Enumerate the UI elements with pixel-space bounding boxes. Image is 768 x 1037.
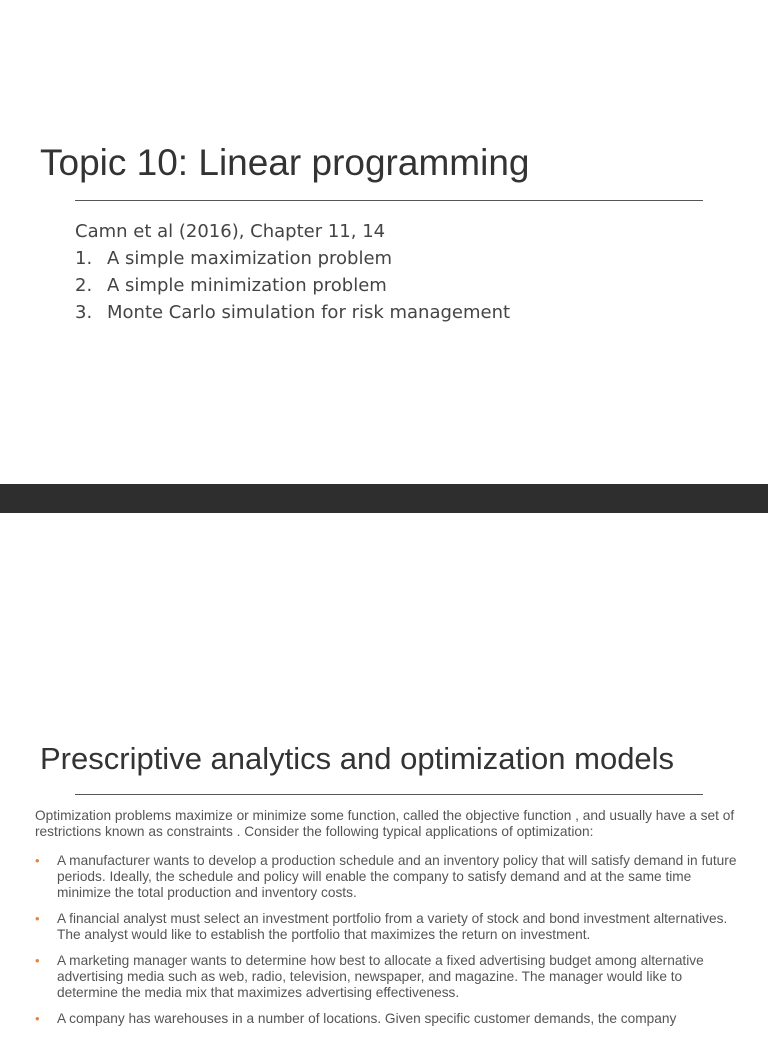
bullet-icon: • (35, 911, 40, 926)
title-underline (75, 200, 703, 201)
bullet-text: A marketing manager wants to determine how best to allocate a fixed advertising budget among alternative advertising media such as web, radio, television, newspaper, and magazine. The manager would like to determine the media mix that maximizes advertising effectiveness. (57, 953, 704, 1000)
slide-title: Prescriptive analytics and optimization models (40, 741, 675, 776)
agenda-item-text: A simple maximization problem (107, 248, 393, 269)
slide-topic-10 (0, 0, 768, 484)
bullet-text: A manufacturer wants to develop a production schedule and an inventory policy that will satisfy demand in future periods. Ideally, the schedule and policy will enable the company to satisfy demand and at the same time minimize the total production and inventory costs. (57, 853, 737, 900)
agenda-item (75, 299, 510, 326)
agenda-item-number: 3. (75, 302, 93, 323)
agenda-item (75, 272, 510, 299)
bullet-item (35, 1011, 745, 1027)
bullet-icon: • (35, 853, 40, 868)
bullet-item (35, 853, 745, 901)
bullet-icon: • (35, 953, 40, 968)
slide-prescriptive-analytics (0, 513, 768, 1024)
application-bullet-list (35, 853, 745, 1037)
agenda-item-number: 2. (75, 275, 93, 296)
agenda-item-text: A simple minimization problem (107, 275, 387, 296)
slide-title: Topic 10: Linear programming (40, 142, 530, 183)
title-underline (75, 794, 703, 795)
agenda-item (75, 245, 510, 272)
intro-paragraph: Optimization problems maximize or minimize some function, called the objective function , and usually have a set of restrictions known as constraints . Consider the following typical applications of optimization: (35, 808, 735, 839)
bullet-text: A financial analyst must select an investment portfolio from a variety of stock and bond investment alternatives. The analyst would like to establish the portfolio that maximizes the return on investment. (57, 911, 728, 942)
bullet-text: A company has warehouses in a number of locations. Given specific customer demands, the company (57, 1011, 677, 1026)
bullet-icon: • (35, 1011, 40, 1026)
agenda-item-text: Monte Carlo simulation for risk management (107, 302, 511, 323)
agenda-list (75, 219, 510, 326)
bullet-item (35, 911, 745, 943)
bullet-item (35, 953, 745, 1001)
reference-line: Camn et al (2016), Chapter 11, 14 (75, 221, 386, 242)
slide-separator (0, 484, 768, 513)
agenda-item-number: 1. (75, 248, 93, 269)
